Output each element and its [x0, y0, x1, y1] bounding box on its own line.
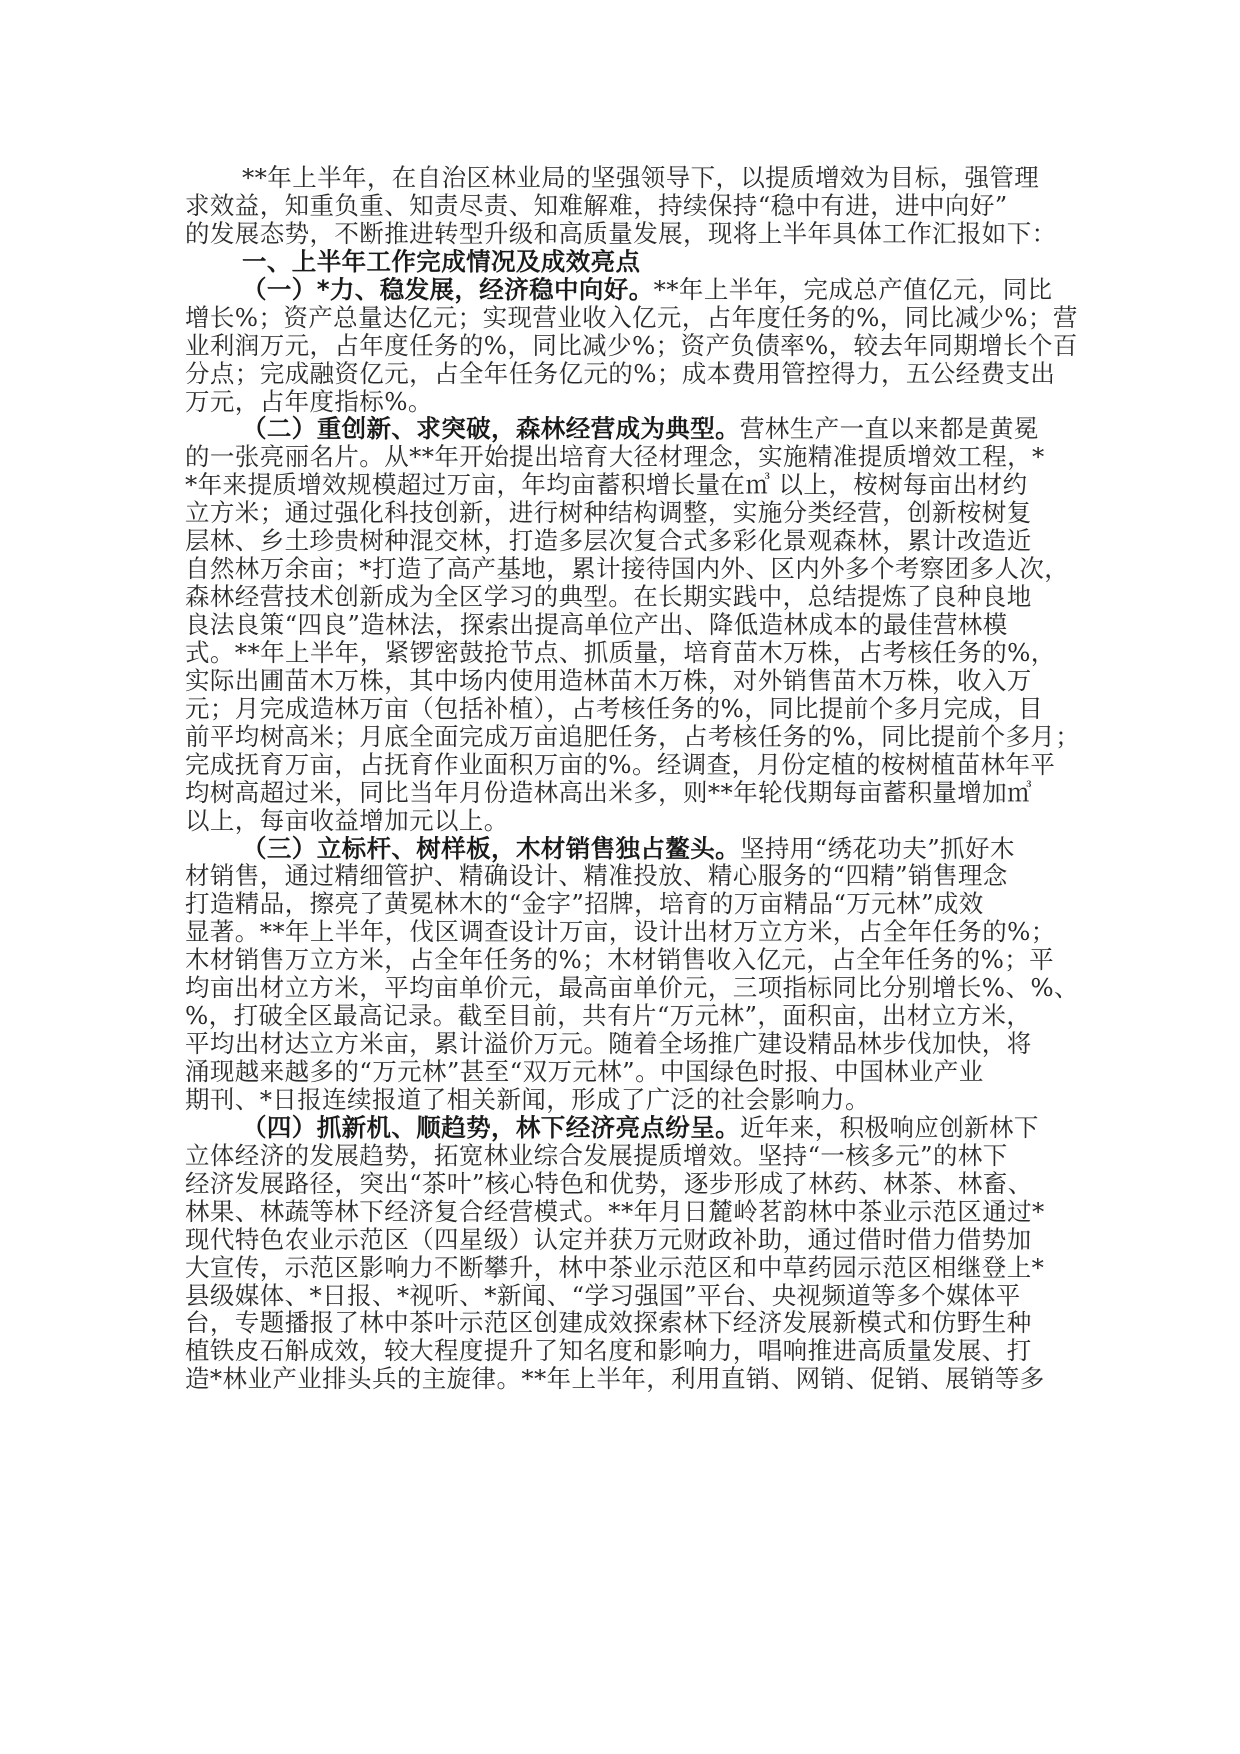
subsection-first-line	[185, 415, 1045, 443]
text-line: 打造精品，擦亮了黄冕林木的“金字”招牌，培育的万亩精品“万元林”成效	[185, 889, 984, 919]
subsection-first-line	[185, 274, 1053, 304]
text-line: 万元，占年度指标%。	[185, 386, 433, 416]
text-line: **年上半年，在自治区林业局的坚强领导下，以提质增效为目标，强管理	[242, 163, 1040, 192]
text-line: 式。**年上半年，紧锣密鼓抢节点、抓质量，培育苗木万株，占考核任务的%，	[185, 637, 1056, 667]
text-line: 造*林业产业排头兵的主旋律。**年上半年，利用直销、网销、促销、展销等多	[185, 1364, 1045, 1394]
text-line: 完成抚育万亩，占抚育作业面积万亩的%。经调查，月份定植的桉树植苗林年平	[185, 749, 1056, 779]
text-line: 平均出材达立方米亩，累计溢价万元。随着全场推广建设精品林步伐加快，将	[185, 1029, 1032, 1059]
text-line: 植铁皮石斛成效，较大程度提升了知名度和影响力，唱响推进高质量发展、打	[185, 1336, 1032, 1366]
text-line: 现代特色农业示范区（四星级）认定并获万元财政补助，通过借时借力借势加	[185, 1224, 1032, 1254]
subsection-lead: （一）*力、稳发展，经济稳中向好。	[242, 274, 654, 304]
section-heading	[185, 248, 1045, 276]
text-line: 立方米；通过强化科技创新，进行树种结构调整，实施分类经营，创新桉树复	[185, 498, 1032, 528]
text-line: *年来提质增效规模超过万亩，年均亩蓄积增长量在㎥ 以上，桉树每亩出材约	[185, 470, 1028, 500]
subsection-2	[185, 414, 1081, 835]
subsection-lead: （三）立标杆、树样板，木材销售独占鳌头。	[242, 833, 740, 863]
subsection-first-line	[185, 1114, 1045, 1142]
text-line: 前平均树高米；月底全面完成万亩追肥任务，占考核任务的%，同比提前个多月；	[185, 721, 1081, 751]
subsection-lead: （四）抓新机、顺趋势，林下经济亮点纷呈。	[242, 1112, 740, 1142]
subsection-4	[185, 1114, 1045, 1393]
text-line: 木材销售万立方米，占全年任务的%；木材销售收入亿元，占全年任务的%；平	[185, 945, 1055, 975]
text-line: 以上，每亩收益增加元以上。	[185, 805, 509, 835]
text-run: 坚持用“绣花功夫”抓好木	[740, 833, 1015, 863]
text-line: 经济发展路径，突出“茶叶”核心特色和优势，逐步形成了林药、林茶、林畜、	[185, 1168, 1033, 1198]
subsection-lead: （二）重创新、求突破，森林经营成为典型。	[242, 414, 740, 444]
text-line: 的发展态势，不断推进转型升级和高质量发展，现将上半年具体工作汇报如下：	[185, 218, 1057, 248]
text-line: 材销售，通过精细管护、精确设计、精准投放、精心服务的“四精”销售理念	[185, 861, 1008, 891]
text-line: 涌现越来越多的“万元林”甚至“双万元林”。中国绿色时报、中国林业产业	[185, 1057, 984, 1086]
text-line: 自然林万余亩；*打造了高产基地，累计接待国内外、区内外多个考察团多人次，	[185, 554, 1070, 584]
text-line: 县级媒体、*日报、*视听、*新闻、“学习强国”平台、央视频道等多个媒体平	[185, 1280, 1021, 1310]
text-line: 均亩出材立方米，平均亩单价元，最高亩单价元，三项指标同比分别增长%、%、	[185, 973, 1079, 1003]
text-line: 元；月完成造林万亩（包括补植），占考核任务的%，同比提前个多月完成，目	[185, 693, 1044, 723]
subsection-3	[185, 833, 1079, 1114]
text-line: 均树高超过米，同比当年月份造林高出米多，则**年轮伐期每亩蓄积量增加㎥	[185, 777, 1032, 807]
text-run: 近年来，积极响应创新林下	[740, 1112, 1039, 1142]
text-line: 层林、乡土珍贵树种混交林，打造多层次复合式多彩化景观森林，累计改造近	[185, 526, 1032, 556]
text-line: 分点；完成融资亿元，占全年任务亿元的%；成本费用管控得力，五公经费支出	[185, 358, 1056, 388]
text-line: 立体经济的发展趋势，拓宽林业综合发展提质增效。坚持“一核多元”的林下	[185, 1140, 1008, 1170]
text-line: 业利润万元，占年度任务的%，同比减少%；资产负债率%，较去年同期增长个百	[185, 330, 1078, 360]
text-line: 大宣传，示范区影响力不断攀升，林中茶业示范区和中草药园示范区相继登上*	[185, 1252, 1045, 1282]
text-line: 森林经营技术创新成为全区学习的典型。在长期实践中，总结提炼了良种良地	[185, 582, 1032, 612]
text-line: 的一张亮丽名片。从**年开始提出培育大径材理念，实施精准提质增效工程，*	[185, 442, 1045, 472]
document-page	[185, 163, 1081, 1394]
text-line: 实际出圃苗木万株，其中场内使用造林苗木万株，对外销售苗木万株，收入万	[185, 665, 1032, 695]
text-run: **年上半年，完成总产值亿元，同比	[653, 274, 1053, 304]
text-line: 显著。**年上半年，伐区调查设计万亩，设计出材万立方米，占全年任务的%；	[185, 917, 1056, 947]
text-line: 期刊、*日报连续报道了相关新闻，形成了广泛的社会影响力。	[185, 1084, 870, 1114]
text-line: 求效益，知重负重、知责尽责、知难解难，持续保持“稳中有进，进中向好”	[185, 190, 1008, 220]
subsection-first-line	[185, 835, 1045, 863]
text-line: %，打破全区最高记录。截至目前，共有片“万元林”，面积亩，出材立方米，	[185, 1001, 1032, 1031]
text-line: 林果、林蔬等林下经济复合经营模式。**年月日麓岭茗韵林中茶业示范区通过*	[185, 1196, 1045, 1226]
section-1-heading: 一、上半年工作完成情况及成效亮点	[242, 246, 641, 276]
text-run: 营林生产一直以来都是黄冕	[740, 414, 1039, 444]
text-line: 台，专题播报了林中茶叶示范区创建成效探索林下经济发展新模式和仿野生种	[185, 1308, 1032, 1338]
text-line: 增长%；资产总量达亿元；实现营业收入亿元，占年度任务的%，同比减少%；营	[185, 302, 1078, 332]
intro-paragraph	[185, 163, 1057, 248]
text-line: 良法良策“四良”造林法，探索出提高单位产出、降低造林成本的最佳营林模	[185, 610, 1008, 639]
subsection-1	[185, 274, 1078, 416]
